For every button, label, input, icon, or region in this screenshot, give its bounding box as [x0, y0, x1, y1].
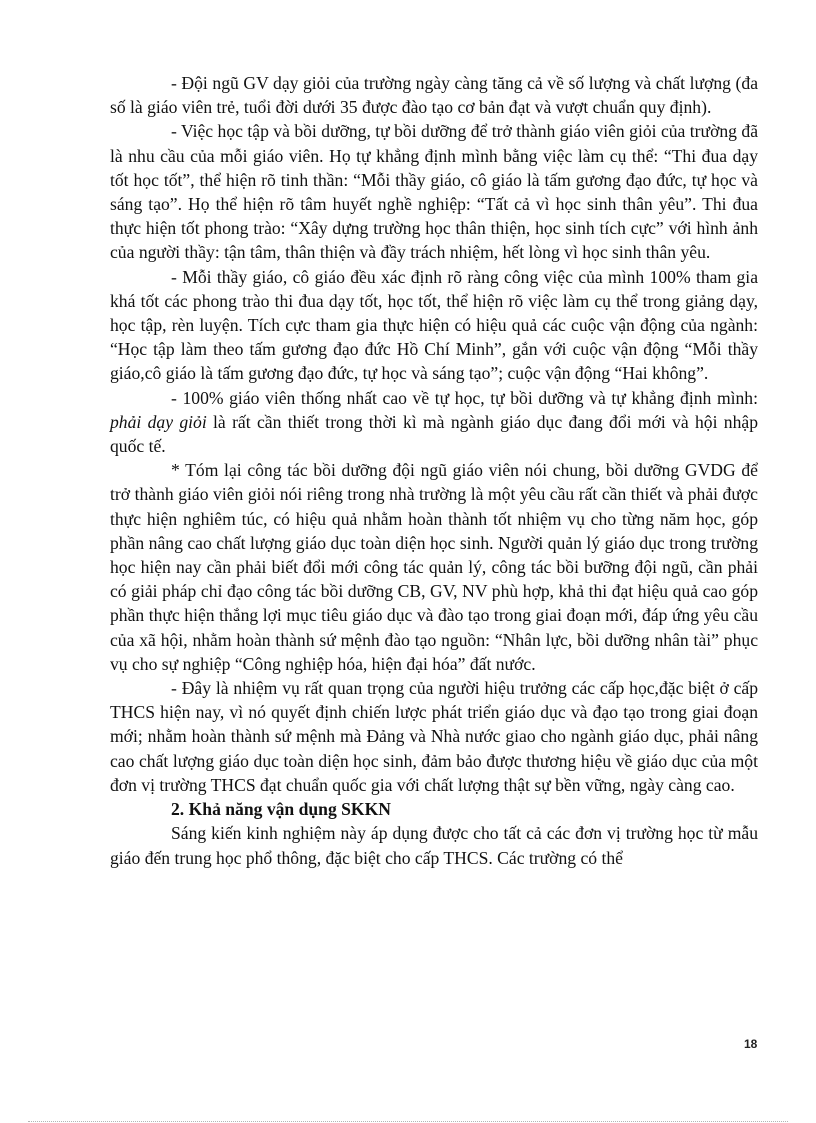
- paragraph-self-improvement: [110, 386, 758, 459]
- emphasis-teach-well: phải dạy giỏi: [110, 411, 207, 432]
- paragraph-principal-duty: - Đây là nhiệm vụ rất quan trọng của người hiệu trưởng các cấp học,đặc biệt ở cấp THCS hiện nay, vì nó quyết định chiến lược phát triển giáo dục và đạo tạo trong giai đoạn mới; nhằm hoàn thành sứ mệnh mà Đảng và Nhà nước giao cho ngành giáo dục, phải nâng cao chất lượng giáo dục toàn diện học sinh, đảm bảo được thương hiệu về giáo dục của một đơn vị trường THCS đạt chuẩn quốc gia với chất lượng thật sự bền vững, ngày càng cao.: [110, 678, 758, 795]
- paragraph-teacher-quality: - Đội ngũ GV dạy giỏi của trường ngày càng tăng cả về số lượng và chất lượng (đa số là giáo viên trẻ, tuổi đời dưới 35 được đào tạo cơ bản đạt và vượt chuẩn quy định).: [110, 73, 758, 118]
- paragraph-self-study: - Việc học tập và bồi dưỡng, tự bồi dưỡng để trở thành giáo viên giỏi của trường đã là nhu cầu của mỗi giáo viên. Họ tự khẳng định mình bằng việc làm cụ thể: “Thi đua dạy tốt học tốt”, thể hiện rõ tinh thần: “Mỗi thầy giáo, cô giáo là tấm gương đạo đức, tự học và sáng tạo”. Họ thể hiện rõ tâm huyết nghề nghiệp: “Tất cả vì học sinh thân yêu”. Thi đua thực hiện tốt phong trào: “Xây dựng trường học thân thiện, học sinh tích cực” với hình ảnh của người thầy: tận tâm, thân thiện và đầy trách nhiệm, hết lòng vì học sinh thân yêu.: [110, 121, 758, 263]
- section-heading-applicability: 2. Khả năng vận dụng SKKN: [171, 799, 392, 820]
- page-number: 18: [744, 1037, 758, 1051]
- paragraph-self-improvement-end: là rất cần thiết trong thời kì mà ngành giáo dục đang đổi mới và hội nhập quốc tế.: [110, 411, 758, 457]
- document-page: [110, 71, 758, 870]
- paragraph-teacher-commitment: - Mỗi thầy giáo, cô giáo đều xác định rõ ràng công việc của mình 100% tham gia khá tốt các phong trào thi đua dạy tốt, học tốt, thể hiện rõ việc làm cụ thể trong giảng dạy, học tập, rèn luyện. Tích cực tham gia thực hiện có hiệu quả các cuộc vận động của ngành: “Học tập làm theo tấm gương đạo đức Hồ Chí Minh”, gắn với cuộc vận động “Mỗi thầy giáo,cô giáo là tấm gương đạo đức, tự học và sáng tạo”; cuộc vận động “Hai không”.: [110, 266, 758, 384]
- paragraph-self-improvement-start: - 100% giáo viên thống nhất cao về tự học, tự bồi dưỡng và tự khẳng định mình:: [171, 387, 758, 408]
- page-bottom-divider: [28, 1121, 788, 1122]
- paragraph-summary: * Tóm lại công tác bồi dưỡng đội ngũ giáo viên nói chung, bồi dưỡng GVDG để trở thành giáo viên giỏi nói riêng trong nhà trường là một yêu cầu rất cần thiết và phải được thực hiện nghiêm túc, có hiệu quả nhằm hoàn thành tốt nhiệm vụ cho từng năm học, góp phần nâng cao chất lượng giáo dục toàn diện học sinh. Người quản lý giáo dục trong trường học hiện nay cần phải biết đổi mới công tác quản lý, công tác bồi bưỡng đội ngũ, cần phải có giải pháp chỉ đạo công tác bồi dưỡng CB, GV, NV phù hợp, khả thi đạt hiệu quả cao góp phần thực hiện thắng lợi mục tiêu giáo dục và đào tạo trong giai đoạn mới, đáp ứng yêu cầu của xã hội, nhằm hoàn thành sứ mệnh đào tạo nguồn: “Nhân lực, bồi dưỡng nhân tài” phục vụ cho sự nghiệp “Công nghiệp hóa, hiện đại hóa” đất nước.: [110, 460, 758, 674]
- paragraph-applicability: Sáng kiến kinh nghiệm này áp dụng được cho tất cả các đơn vị trường học từ mẫu giáo đến trung học phổ thông, đặc biệt cho cấp THCS. Các trường có thể: [110, 823, 758, 868]
